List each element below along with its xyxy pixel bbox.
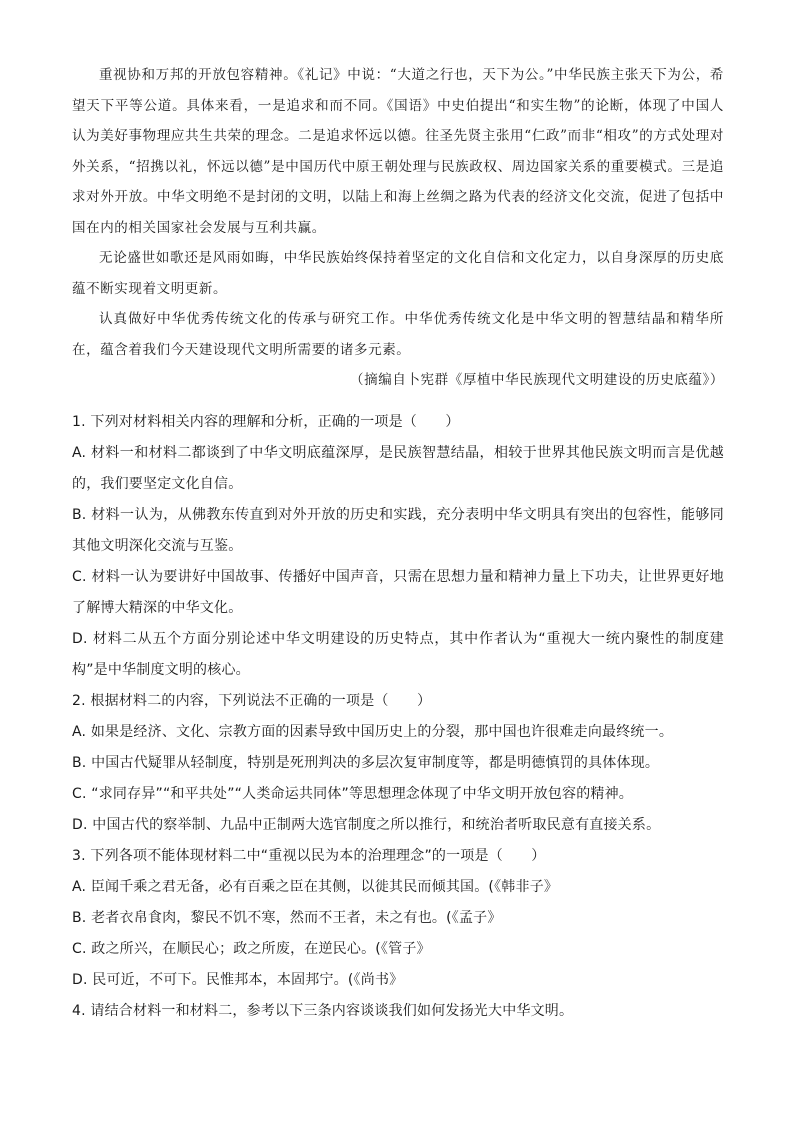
question-1-option-c: C. 材料一认为要讲好中国故事、传播好中国声音，只需在思想力量和精神力量上下功夫，让世界更好地了解博大精深的中华文化。	[72, 569, 724, 616]
passage-source: （摘编自卜宪群《厚植中华民族现代文明建设的历史底蕴》）	[350, 372, 724, 388]
question-3-option-d: D. 民可近，不可下。民惟邦本，本固邦宁。(《尚书》	[72, 972, 404, 988]
passage-paragraph-2: 无论盛世如歌还是风雨如晦，中华民族始终保持着坚定的文化自信和文化定力，以自身深厚的历史底蕴不断实现着文明更新。	[72, 250, 724, 297]
question-1-stem: 1. 下列对材料相关内容的理解和分析，正确的一项是（ ）	[72, 414, 460, 430]
passage-paragraph-3: 认真做好中华优秀传统文化的传承与研究工作。中华优秀传统文化是中华文明的智慧结晶和精华所在，蕴含着我们今天建设现代文明所需要的诸多元素。	[72, 311, 724, 358]
question-3-option-b: B. 老者衣帛食肉，黎民不饥不寒，然而不王者，未之有也。(《孟子》	[72, 910, 502, 926]
question-3-option-a: A. 臣闻千乘之君无备，必有百乘之臣在其侧，以徙其民而倾其国。(《韩非子》	[72, 879, 559, 895]
question-2-option-b: B. 中国古代疑罪从轻制度，特别是死刑判决的多层次复审制度等，都是明德慎罚的具体体现。	[72, 755, 660, 771]
reading-passage	[72, 60, 724, 396]
question-2-option-c: C. “求同存异”“和平共处”“人类命运共同体”等思想理念体现了中华文明开放包容的精神。	[72, 786, 633, 802]
question-4-stem: 4. 请结合材料一和材料二，参考以下三条内容谈谈我们如何发扬光大中华文明。	[72, 1003, 574, 1019]
question-1-option-a: A. 材料一和材料二都谈到了中华文明底蕴深厚，是民族智慧结晶，相较于世界其他民族文明而言是优越的，我们要坚定文化自信。	[72, 445, 724, 492]
question-3-option-c: C. 政之所兴，在顺民心；政之所废，在逆民心。(《管子》	[72, 941, 431, 957]
question-3-stem: 3. 下列各项不能体现材料二中“重视以民为本的治理理念”的一项是（ ）	[72, 848, 546, 864]
question-1-option-d: D. 材料二从五个方面分别论述中华文明建设的历史特点，其中作者认为“重视大一统内聚性的制度建构”是中华制度文明的核心。	[72, 631, 724, 678]
passage-paragraph-1: 重视协和万邦的开放包容精神。《礼记》中说：“大道之行也，天下为公。”中华民族主张天下为公，希望天下平等公道。具体来看，一是追求和而不同。《国语》中史伯提出“和实生物”的论断，体现了中国人认为美好事物理应共生共荣的理念。二是追求怀远以德。往圣先贤主张用“仁政”而非“相攻”的方式处理对外关系，“招携以礼，怀远以德”是中国历代中原王朝处理与民族政权、周边国家关系的重要模式。三是追求对外开放。中华文明绝不是封闭的文明，以陆上和海上丝绸之路为代表的经济文化交流，促进了包括中国在内的相关国家社会发展与互利共赢。	[72, 67, 724, 236]
question-section	[72, 407, 724, 1027]
question-2-option-a: A. 如果是经济、文化、宗教方面的因素导致中国历史上的分裂，那中国也许很难走向最终统一。	[72, 724, 674, 740]
question-1-option-b: B. 材料一认为，从佛教东传直到对外开放的历史和实践，充分表明中华文明具有突出的包容性，能够同其他文明深化交流与互鉴。	[72, 507, 724, 554]
question-2-stem: 2. 根据材料二的内容，下列说法不正确的一项是（ ）	[72, 693, 432, 709]
question-2-option-d: D. 中国古代的察举制、九品中正制两大选官制度之所以推行，和统治者听取民意有直接关系。	[72, 817, 661, 833]
